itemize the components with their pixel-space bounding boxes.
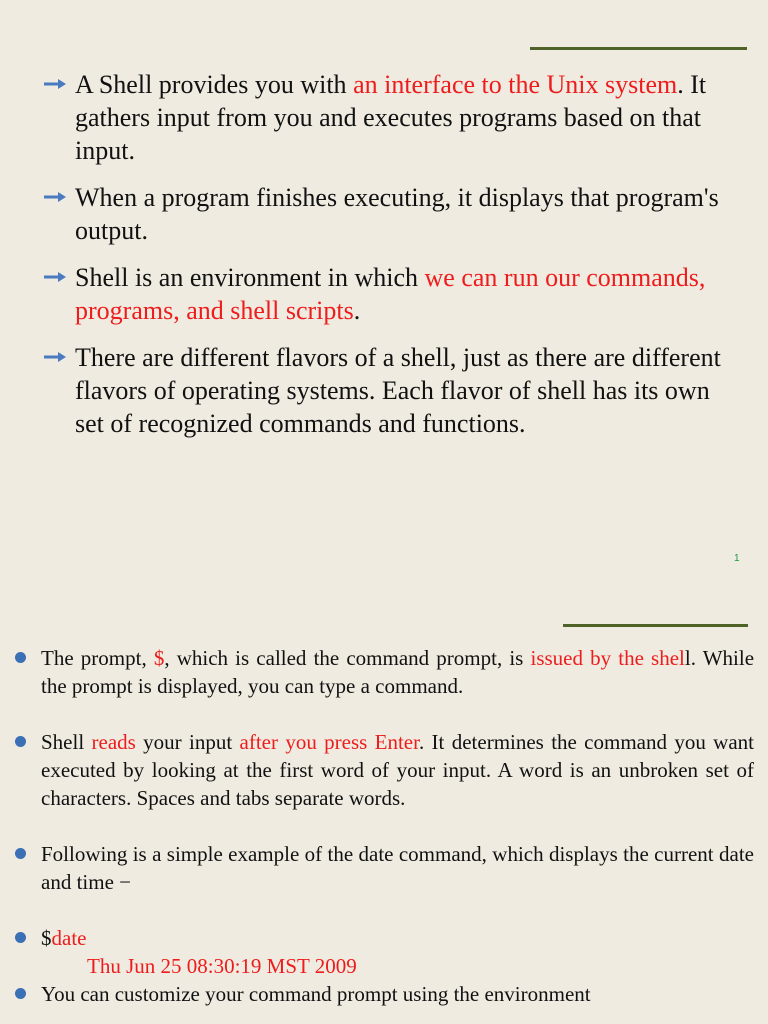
slide-number: 1 [734, 553, 740, 564]
command-output: Thu Jun 25 08:30:19 MST 2009 [87, 954, 357, 978]
bullet-dot-icon [15, 736, 26, 747]
list-item: $date Thu Jun 25 08:30:19 MST 2009 [14, 924, 754, 980]
slide-2 [0, 600, 768, 1024]
bullet-dot-icon [15, 988, 26, 999]
arrow-right-icon [44, 352, 66, 362]
bullet-dot-icon [15, 932, 26, 943]
arrow-right-icon [44, 272, 66, 282]
bullet-dot-icon [15, 652, 26, 663]
list-item: Shell reads your input after you press Enter. It determines the command you want executed by looking at the first word of your input. A word is an unbroken set of characters. Spaces and tabs separate words. [14, 728, 754, 812]
title-rule [530, 47, 747, 50]
slide-2-bullet-list [14, 644, 754, 1008]
list-item: Following is a simple example of the date command, which displays the current date and time − [14, 840, 754, 896]
arrow-right-icon [44, 79, 66, 89]
list-item: There are different flavors of a shell, just as there are different flavors of operating systems. Each flavor of shell has its own set of recognized commands and functions. [44, 341, 734, 440]
bullet-dot-icon [15, 848, 26, 859]
list-item: Shell is an environment in which we can run our commands, programs, and shell scripts. [44, 261, 734, 327]
title-rule [563, 624, 748, 627]
list-item: When a program finishes executing, it displays that program's output. [44, 181, 734, 247]
list-item: A Shell provides you with an interface to the Unix system. It gathers input from you and executes programs based on that input. [44, 68, 734, 167]
list-item: The prompt, $, which is called the command prompt, is issued by the shell. While the prompt is displayed, you can type a command. [14, 644, 754, 700]
arrow-right-icon [44, 192, 66, 202]
list-item: You can customize your command prompt using the environment [14, 980, 754, 1008]
slide-1-bullet-list [44, 68, 734, 454]
